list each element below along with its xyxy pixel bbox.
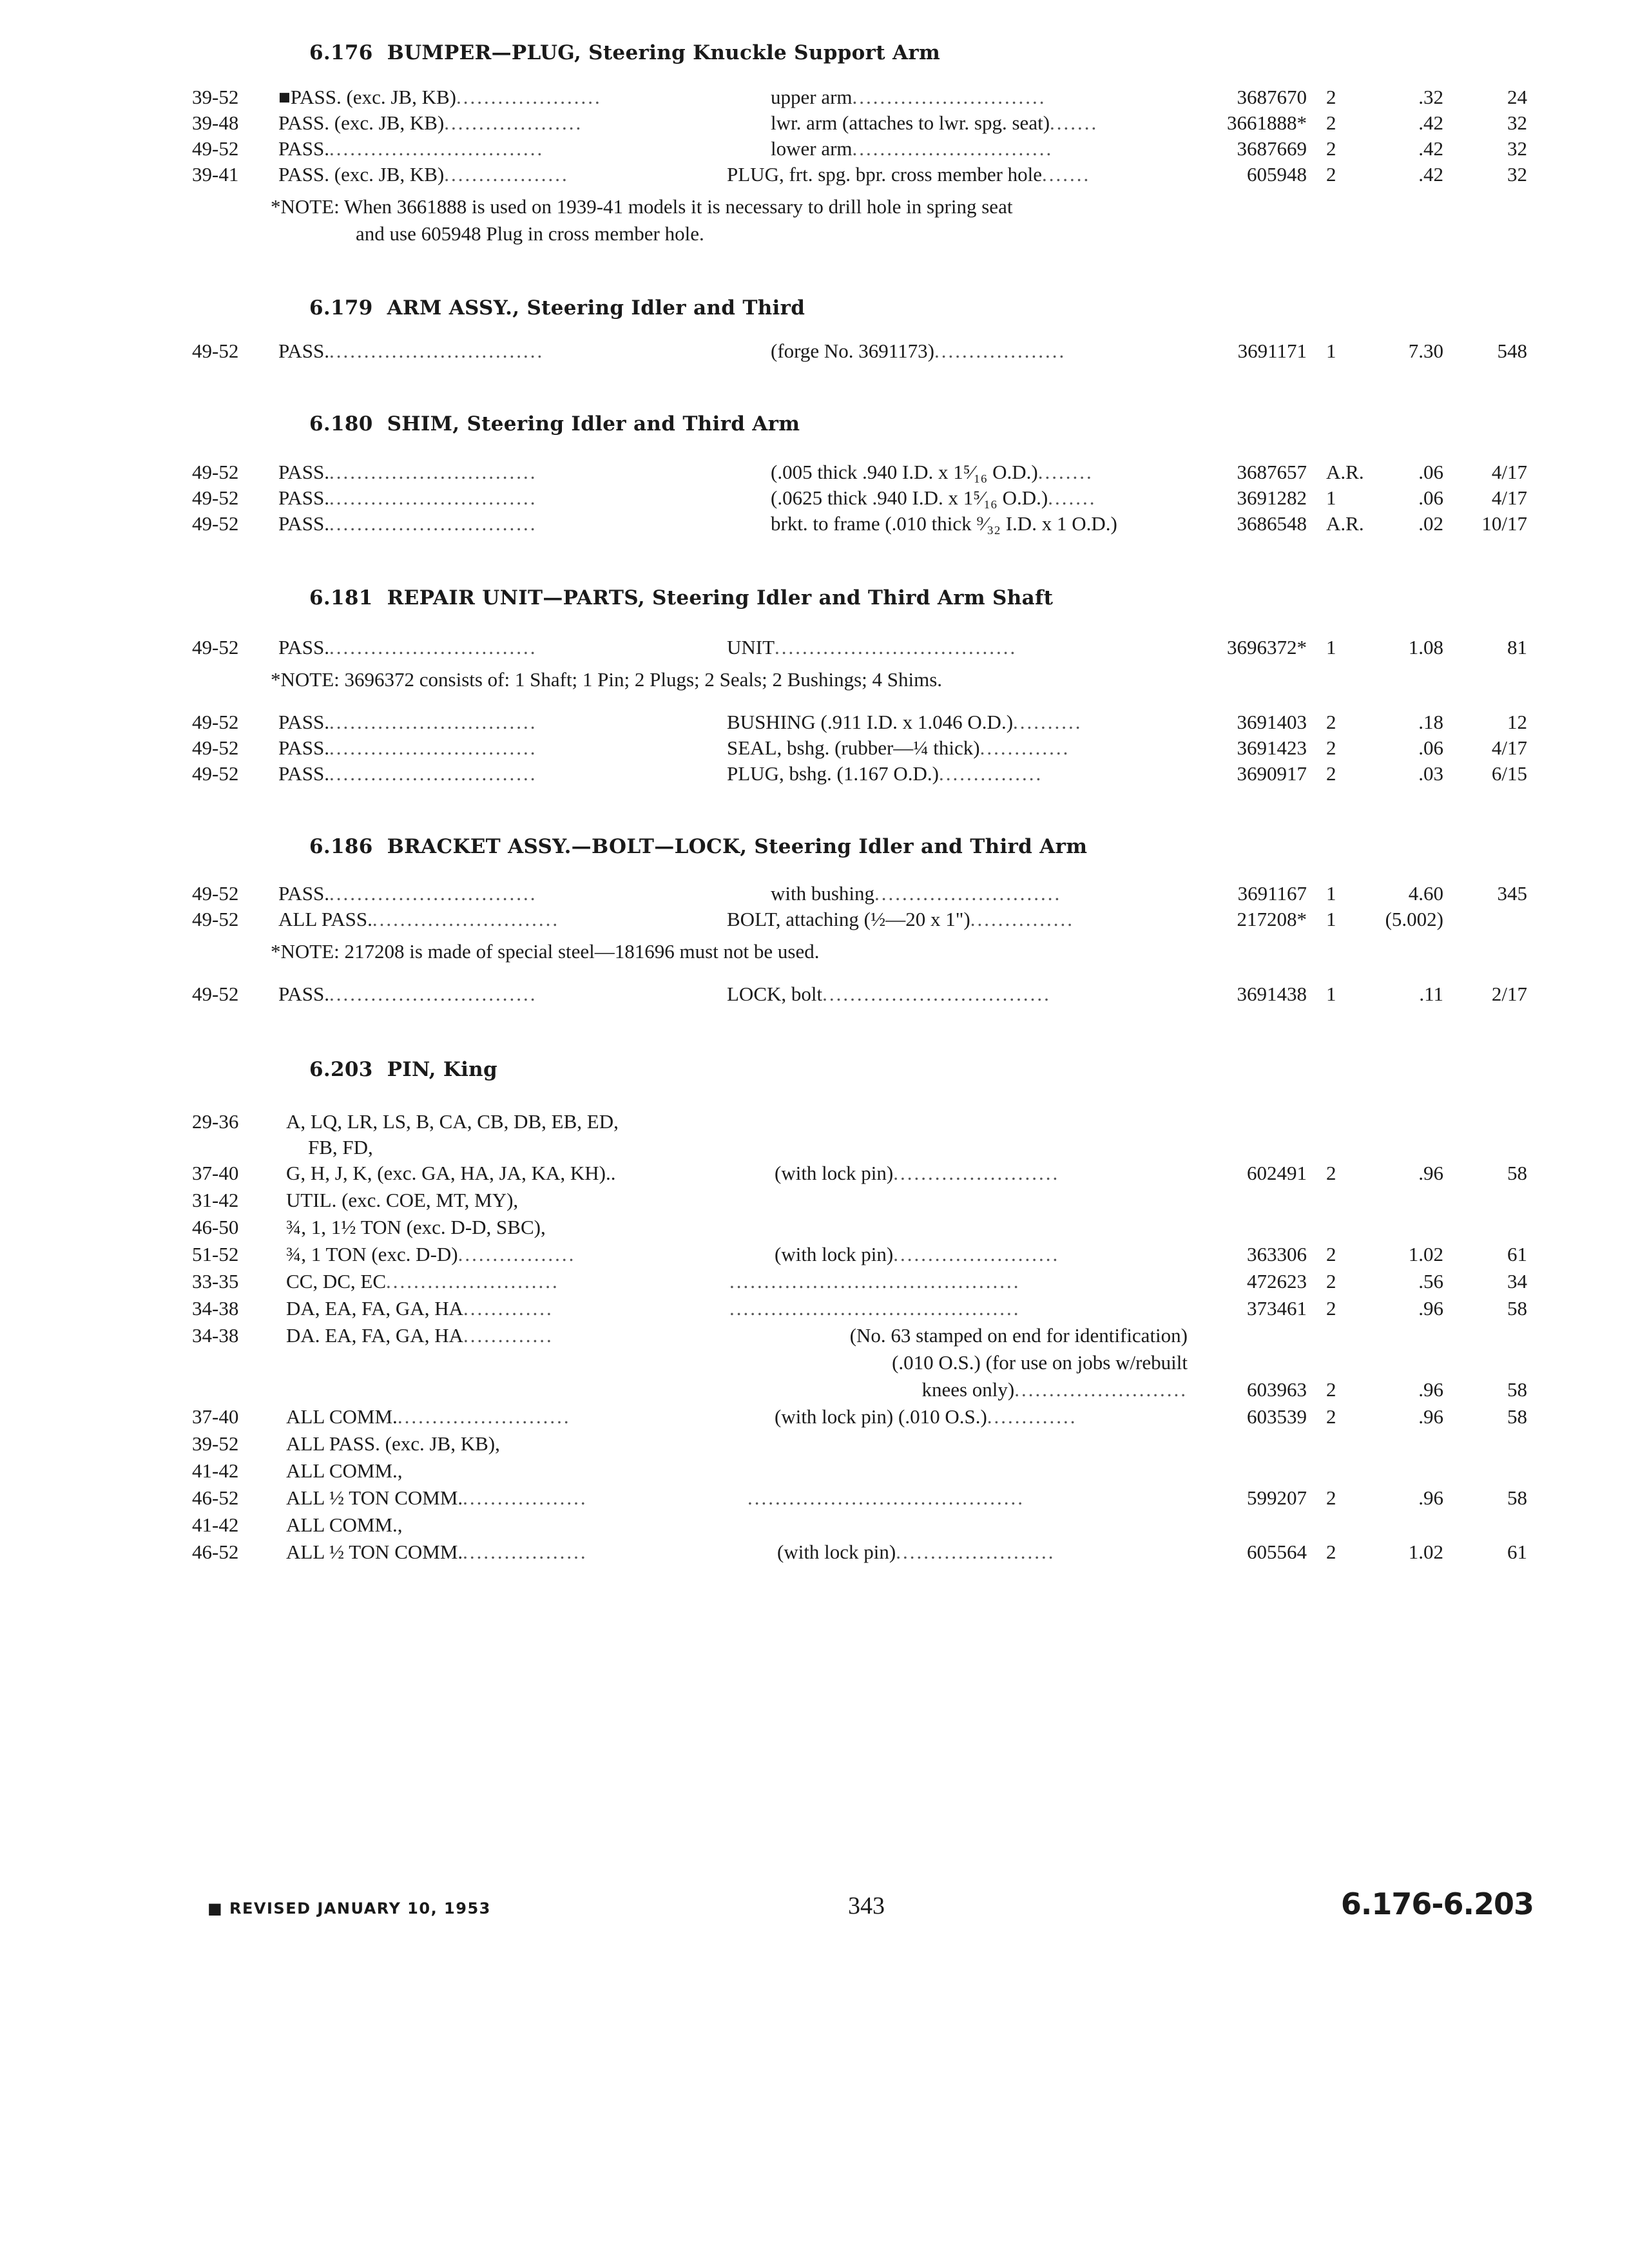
part-number: 373461 [1247, 1297, 1307, 1320]
page-ref: 61 [1507, 1243, 1527, 1265]
price: .06 [1418, 461, 1443, 483]
years: 46-52 [192, 1541, 239, 1563]
table-row [0, 760, 1629, 787]
page-ref: 58 [1507, 1486, 1527, 1509]
models: DA. EA, FA, GA, HA............. [286, 1324, 554, 1347]
price: 1.02 [1408, 1243, 1443, 1265]
page-ref: 58 [1507, 1378, 1527, 1401]
quantity: 2 [1326, 736, 1336, 759]
models: ¾, 1, 1½ TON (exc. D-D, SBC), [286, 1216, 546, 1238]
years: 49-52 [192, 908, 239, 930]
years: 46-52 [192, 1486, 239, 1509]
page-ref: 58 [1507, 1405, 1527, 1428]
description: lwr. arm (attaches to lwr. spg. seat)....... [771, 111, 1099, 134]
years: 31-42 [192, 1189, 239, 1211]
section-title: ARM ASSY., Steering Idler and Third [387, 296, 805, 320]
part-number: 3691282 [1237, 486, 1307, 509]
table-row [0, 1268, 1629, 1295]
part-number: 217208* [1237, 908, 1307, 930]
description: BUSHING (.911 I.D. x 1.046 O.D.).......... [727, 711, 1083, 733]
section-number: 6.179 [309, 296, 373, 320]
quantity: 2 [1326, 111, 1336, 134]
price: .18 [1418, 711, 1443, 733]
years: 34-38 [192, 1297, 239, 1320]
models: ALL PASS............................ [278, 908, 560, 930]
description: (.005 thick .940 I.D. x 1⁵⁄₁₆ O.D.)........ [771, 461, 1094, 483]
models: PASS............................... [278, 636, 537, 658]
table-row [0, 161, 1629, 188]
quantity: 1 [1326, 908, 1336, 930]
price: 7.30 [1408, 340, 1443, 362]
years: 49-52 [192, 711, 239, 733]
part-number: 3687670 [1237, 86, 1307, 108]
description: upper arm............................ [771, 86, 1046, 108]
table-row [0, 110, 1629, 137]
page-ref: 6/15 [1491, 762, 1527, 785]
table-row [0, 981, 1629, 1008]
years: 39-52 [192, 86, 239, 108]
models: PASS................................ [278, 340, 545, 362]
models: PASS............................... [278, 711, 537, 733]
table-row [0, 1457, 1629, 1485]
table-row [0, 1403, 1629, 1430]
section-number: 6.203 [309, 1058, 373, 1081]
models: ■PASS. (exc. JB, KB)..................... [278, 86, 602, 108]
table-row [0, 906, 1629, 933]
part-number: 3691403 [1237, 711, 1307, 733]
page-ref: 24 [1507, 86, 1527, 108]
years: 46-50 [192, 1216, 239, 1238]
years: 49-52 [192, 983, 239, 1005]
part-number: 3696372* [1227, 636, 1307, 658]
part-number: 3661888* [1227, 111, 1307, 134]
section-heading-6-181 [309, 586, 1053, 610]
page-ref: 4/17 [1491, 736, 1527, 759]
models: ALL ½ TON COMM................... [286, 1541, 588, 1563]
description: SEAL, bshg. (rubber—¼ thick)............. [727, 736, 1070, 759]
table-row [0, 634, 1629, 661]
description: PLUG, frt. spg. bpr. cross member hole....... [727, 163, 1091, 186]
quantity: 2 [1326, 762, 1336, 785]
section-title: BRACKET ASSY.—BOLT—LOCK, Steering Idler and Third Arm [387, 835, 1088, 858]
page-ref: 81 [1507, 636, 1527, 658]
price: .02 [1418, 512, 1443, 535]
models: ALL PASS. (exc. JB, KB), [286, 1432, 500, 1455]
quantity: 1 [1326, 486, 1336, 509]
description: BOLT, attaching (½—20 x 1")............... [727, 908, 1074, 930]
models: A, LQ, LR, LS, B, CA, CB, DB, EB, ED, [286, 1110, 619, 1133]
years: 39-48 [192, 111, 239, 134]
page-ref: 58 [1507, 1162, 1527, 1184]
part-number: 3686548 [1237, 512, 1307, 535]
table-row [0, 1108, 1629, 1135]
part-number: 3691171 [1237, 340, 1307, 362]
section-heading-6-203 [309, 1058, 497, 1081]
description: .......................................... [729, 1297, 1021, 1320]
description: .......................................... [729, 1270, 1021, 1293]
table-row [0, 510, 1629, 537]
table-row [0, 1512, 1629, 1539]
part-number: 3690917 [1237, 762, 1307, 785]
part-number: 605948 [1247, 163, 1307, 186]
description: (No. 63 stamped on end for identification) [849, 1324, 1188, 1347]
years: 49-52 [192, 636, 239, 658]
price: .06 [1418, 486, 1443, 509]
description: with bushing........................... [771, 882, 1062, 905]
page-ref: 345 [1497, 882, 1527, 905]
models: ALL COMM., [286, 1514, 403, 1536]
page-ref: 12 [1507, 711, 1527, 733]
models: ALL ½ TON COMM................... [286, 1486, 588, 1509]
page-ref: 58 [1507, 1297, 1527, 1320]
quantity: 1 [1326, 340, 1336, 362]
section-range: 6.176-6.203 [1340, 1887, 1534, 1921]
years: 41-42 [192, 1459, 239, 1482]
table-row [0, 485, 1629, 512]
part-number: 472623 [1247, 1270, 1307, 1293]
quantity: 1 [1326, 636, 1336, 658]
price: .96 [1418, 1162, 1443, 1184]
table-row [0, 338, 1629, 365]
page-ref: 10/17 [1481, 512, 1527, 535]
description: brkt. to frame (.010 thick ⁹⁄₃₂ I.D. x 1 O.D.) [771, 512, 1117, 535]
note: *NOTE: 3696372 consists of: 1 Shaft; 1 Pin; 2 Plugs; 2 Seals; 2 Bushings; 4 Shims. [271, 668, 943, 691]
price: .96 [1418, 1297, 1443, 1320]
years: 49-52 [192, 762, 239, 785]
quantity: 2 [1326, 163, 1336, 186]
table-row [0, 84, 1629, 111]
models: PASS............................... [278, 486, 537, 509]
models: PASS............................... [278, 762, 537, 785]
table-row [0, 1539, 1629, 1566]
section-title: SHIM, Steering Idler and Third Arm [387, 412, 800, 436]
price: .42 [1418, 163, 1443, 186]
note: *NOTE: When 3661888 is used on 1939-41 models it is necessary to drill hole in spring seat [271, 195, 1013, 218]
table-row [0, 1349, 1629, 1376]
quantity: 2 [1326, 1297, 1336, 1320]
part-number: 3691167 [1237, 882, 1307, 905]
table-row [0, 1134, 1629, 1161]
quantity: A.R. [1326, 461, 1364, 483]
section-title: REPAIR UNIT—PARTS, Steering Idler and Third Arm Shaft [387, 586, 1054, 610]
years: 49-52 [192, 736, 239, 759]
description: (with lock pin) (.010 O.S.)............. [775, 1405, 1077, 1428]
description: (forge No. 3691173)................... [771, 340, 1066, 362]
description: (with lock pin)....................... [777, 1541, 1055, 1563]
section-number: 6.180 [309, 412, 373, 436]
models: PASS............................... [278, 461, 537, 483]
years: 51-52 [192, 1243, 239, 1265]
quantity: 2 [1326, 1378, 1336, 1401]
models: ALL COMM.......................... [286, 1405, 571, 1428]
years: 39-52 [192, 1432, 239, 1455]
part-number: 363306 [1247, 1243, 1307, 1265]
models: ¾, 1 TON (exc. D-D)................. [286, 1243, 576, 1265]
price: .32 [1418, 86, 1443, 108]
section-number: 6.181 [309, 586, 373, 610]
part-number: 599207 [1247, 1486, 1307, 1509]
section-heading-6-180 [309, 412, 800, 436]
description: PLUG, bshg. (1.167 O.D.)............... [727, 762, 1043, 785]
years: 49-52 [192, 461, 239, 483]
quantity: 2 [1326, 1405, 1336, 1428]
table-row [0, 1187, 1629, 1214]
price: .96 [1418, 1378, 1443, 1401]
quantity: 2 [1326, 1243, 1336, 1265]
years: 34-38 [192, 1324, 239, 1347]
price: 1.08 [1408, 636, 1443, 658]
description: UNIT................................... [727, 636, 1017, 658]
price: .96 [1418, 1486, 1443, 1509]
page-ref: 4/17 [1491, 461, 1527, 483]
table-row [0, 1295, 1629, 1322]
models: ALL COMM., [286, 1459, 403, 1482]
table-row [0, 1214, 1629, 1241]
models: PASS. (exc. JB, KB).................. [278, 163, 569, 186]
models: DA, EA, FA, GA, HA............. [286, 1297, 554, 1320]
years: 49-52 [192, 882, 239, 905]
years: 49-52 [192, 340, 239, 362]
years: 37-40 [192, 1162, 239, 1184]
part-number: 603539 [1247, 1405, 1307, 1428]
quantity: 2 [1326, 1541, 1336, 1563]
quantity: 1 [1326, 882, 1336, 905]
quantity: 2 [1326, 86, 1336, 108]
table-row [0, 709, 1629, 736]
section-heading-6-186 [309, 835, 1087, 858]
page-ref: 61 [1507, 1541, 1527, 1563]
models: G, H, J, K, (exc. GA, HA, JA, KA, KH).. [286, 1162, 616, 1184]
years: 37-40 [192, 1405, 239, 1428]
page-ref: 32 [1507, 137, 1527, 160]
page-ref: 4/17 [1491, 486, 1527, 509]
table-row [0, 1160, 1629, 1187]
price: 1.02 [1408, 1541, 1443, 1563]
section-title: PIN, King [387, 1058, 497, 1081]
description: lower arm............................. [771, 137, 1054, 160]
table-row [0, 1322, 1629, 1349]
description: (with lock pin)........................ [775, 1162, 1060, 1184]
quantity: 1 [1326, 983, 1336, 1005]
quantity: 2 [1326, 137, 1336, 160]
table-row [0, 1485, 1629, 1512]
price: .42 [1418, 137, 1443, 160]
years: 49-52 [192, 486, 239, 509]
part-number: 602491 [1247, 1162, 1307, 1184]
description: ........................................ [747, 1486, 1025, 1509]
models: PASS............................... [278, 983, 537, 1005]
years: 49-52 [192, 512, 239, 535]
page-ref: 548 [1497, 340, 1527, 362]
description: (.0625 thick .940 I.D. x 1⁵⁄₁₆ O.D.)....... [771, 486, 1097, 509]
page-ref: 32 [1507, 111, 1527, 134]
table-row [0, 459, 1629, 486]
years: 33-35 [192, 1270, 239, 1293]
part-number: 3691438 [1237, 983, 1307, 1005]
page-ref: 32 [1507, 163, 1527, 186]
models: PASS............................... [278, 736, 537, 759]
section-title: BUMPER—PLUG, Steering Knuckle Support Arm [387, 41, 941, 64]
table-row [0, 735, 1629, 762]
price: 4.60 [1408, 882, 1443, 905]
page-ref: 34 [1507, 1270, 1527, 1293]
price: .56 [1418, 1270, 1443, 1293]
part-number: 603963 [1247, 1378, 1307, 1401]
price: (5.002) [1385, 908, 1443, 930]
quantity: 2 [1326, 1270, 1336, 1293]
part-number: 605564 [1247, 1541, 1307, 1563]
section-heading-6-179 [309, 296, 805, 320]
section-number: 6.186 [309, 835, 373, 858]
page-ref: 2/17 [1491, 983, 1527, 1005]
price: .42 [1418, 111, 1443, 134]
table-row [0, 1241, 1629, 1268]
price: .96 [1418, 1405, 1443, 1428]
note-continued: and use 605948 Plug in cross member hole. [356, 222, 704, 245]
note: *NOTE: 217208 is made of special steel—181696 must not be used. [271, 940, 820, 963]
section-heading-6-176 [309, 41, 940, 64]
table-row [0, 880, 1629, 907]
models: PASS................................ [278, 137, 545, 160]
years: 41-42 [192, 1514, 239, 1536]
price: .06 [1418, 736, 1443, 759]
table-row [0, 1430, 1629, 1457]
description: knees only)......................... [921, 1378, 1188, 1401]
years: 39-41 [192, 163, 239, 186]
models: PASS. (exc. JB, KB).................... [278, 111, 583, 134]
page-number: 343 [848, 1892, 885, 1919]
models: PASS............................... [278, 882, 537, 905]
description: (with lock pin)........................ [775, 1243, 1060, 1265]
quantity: A.R. [1326, 512, 1364, 535]
quantity: 2 [1326, 711, 1336, 733]
part-number: 3687669 [1237, 137, 1307, 160]
section-number: 6.176 [309, 41, 373, 64]
models: UTIL. (exc. COE, MT, MY), [286, 1189, 519, 1211]
years: 49-52 [192, 137, 239, 160]
description: (.010 O.S.) (for use on jobs w/rebuilt [892, 1351, 1188, 1374]
revision-date: ■ REVISED JANUARY 10, 1953 [207, 1899, 491, 1917]
table-row [0, 135, 1629, 162]
quantity: 2 [1326, 1162, 1336, 1184]
models: PASS............................... [278, 512, 537, 535]
description: LOCK, bolt................................. [727, 983, 1051, 1005]
table-row [0, 1376, 1629, 1403]
years: 29-36 [192, 1110, 239, 1133]
price: .11 [1419, 983, 1443, 1005]
models: CC, DC, EC......................... [286, 1270, 559, 1293]
quantity: 2 [1326, 1486, 1336, 1509]
part-number: 3691423 [1237, 736, 1307, 759]
part-number: 3687657 [1237, 461, 1307, 483]
models: FB, FD, [308, 1136, 373, 1158]
price: .03 [1418, 762, 1443, 785]
